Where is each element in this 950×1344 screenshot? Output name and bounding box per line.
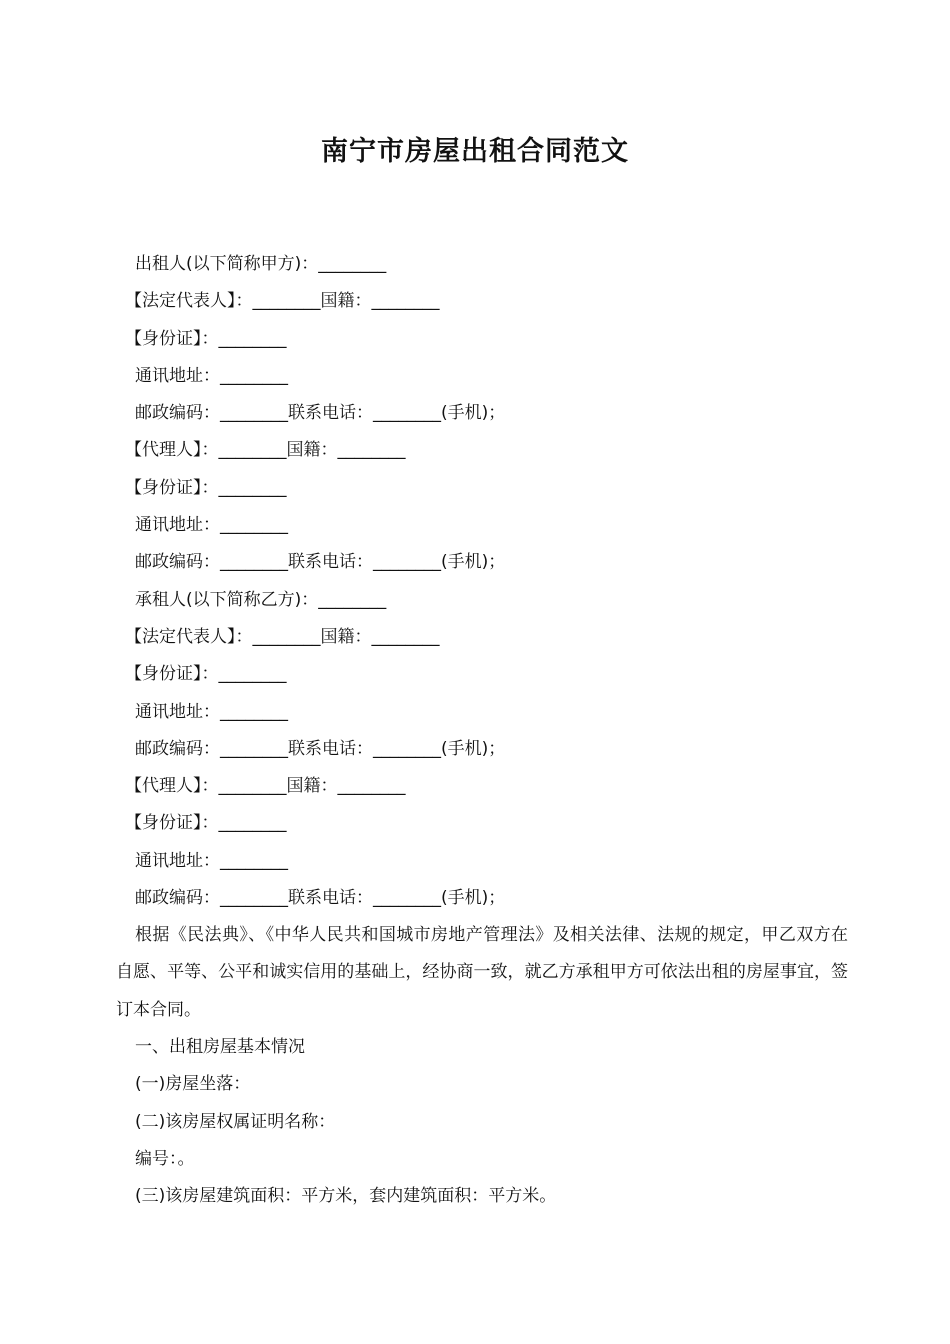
party-line: 【代理人】：________国籍：________ — [125, 440, 406, 461]
section-line: (三)该房屋建筑面积：平方米，套内建筑面积：平方米。 — [135, 1186, 557, 1207]
party-line: 【身份证】：________ — [125, 664, 287, 685]
party-line: 【代理人】：________国籍：________ — [125, 776, 406, 797]
party-line: 邮政编码：________联系电话：________(手机)； — [135, 403, 506, 424]
party-line: 通讯地址：________ — [135, 365, 288, 386]
section-block — [135, 1029, 855, 1215]
party-line: 邮政编码：________联系电话：________(手机)； — [135, 888, 506, 909]
section-line: (二)该房屋权属证明名称： — [135, 1111, 336, 1132]
party-line: 通讯地址：________ — [135, 515, 288, 536]
section-line: 一、出租房屋基本情况 — [135, 1037, 305, 1057]
party-line: 【法定代表人】：________国籍：________ — [125, 291, 440, 312]
party-line: 通讯地址：________ — [135, 850, 288, 871]
party-line: 通讯地址：________ — [135, 701, 288, 722]
section-line: 编号：。 — [135, 1148, 195, 1169]
party-info-block — [125, 246, 855, 917]
party-line: 【法定代表人】：________国籍：________ — [125, 626, 440, 647]
section-line: (一)房屋坐落： — [135, 1074, 251, 1095]
intro-paragraph: 根据《民法典》、《中华人民共和国城市房地产管理法》及相关法律、法规的规定，甲乙双方在自愿、平等、公平和诚实信用的基础上，经协商一致，就乙方承租甲方可依法出租的房屋事宜，签订本合同。 — [116, 925, 848, 1020]
party-line: 出租人(以下简称甲方)：________ — [135, 254, 387, 274]
party-line: 【身份证】：________ — [125, 477, 287, 498]
party-line: 【身份证】：________ — [125, 328, 287, 349]
party-line: 【身份证】：________ — [125, 813, 287, 834]
party-line: 邮政编码：________联系电话：________(手机)； — [135, 552, 506, 573]
party-line: 邮政编码：________联系电话：________(手机)； — [135, 738, 506, 759]
party-line: 承租人(以下简称乙方)：________ — [135, 589, 387, 610]
document-title: 南宁市房屋出租合同范文 — [321, 136, 629, 167]
